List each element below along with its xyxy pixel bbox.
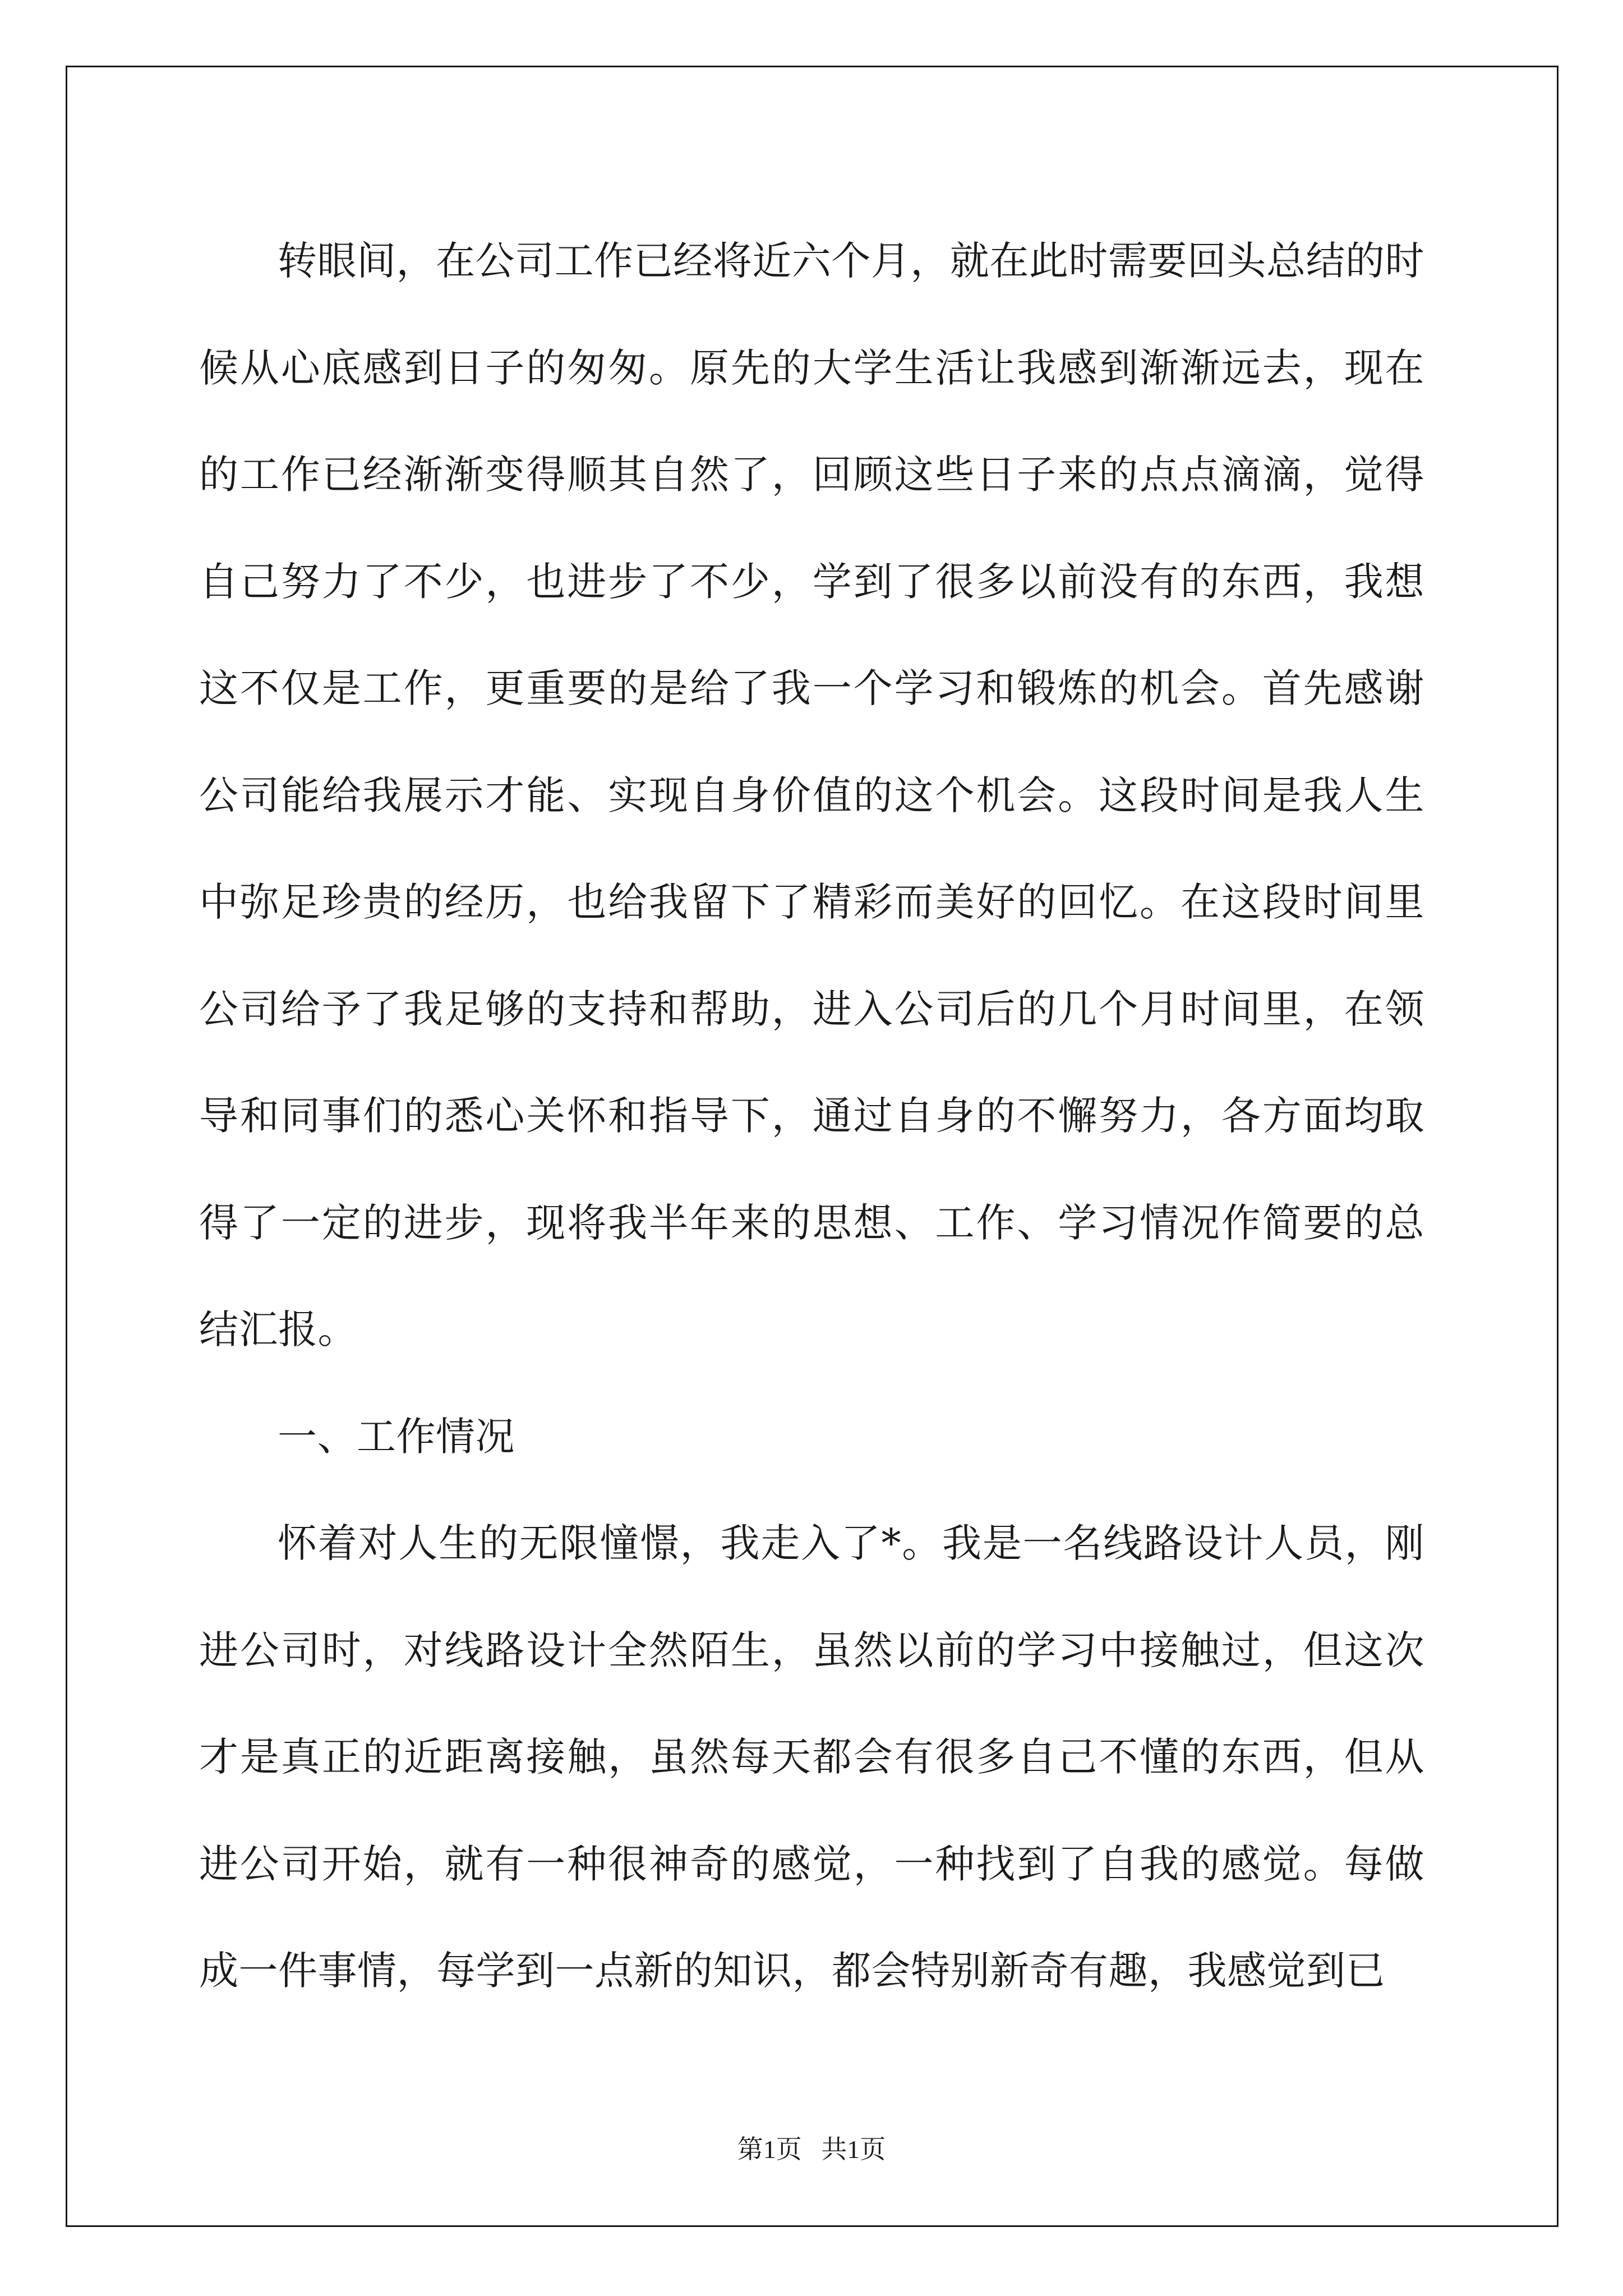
page-number-footer: 第1页 共1页 bbox=[737, 2135, 886, 2164]
paragraph-intro: 转眼间，在公司工作已经将近六个月，就在此时需要回头总结的时候从心底感到日子的匆匆。原先的大学生活让我感到渐渐远去，现在的工作已经渐渐变得顺其自然了，回顾这些日子来的点点滴滴，觉得自己努力了不少，也进步了不少，学到了很多以前没有的东西，我想这不仅是工作，更重要的是给了我一个学习和锻炼的机会。首先感谢公司能给我展示才能、实现自身价值的这个机会。这段时间是我人生中弥足珍贵的经历，也给我留下了精彩而美好的回忆。在这段时间里公司给予了我足够的支持和帮助，进入公司后的几个月时间里，在领导和同事们的悉心关怀和指导下，通过自身的不懈努力，各方面均取得了一定的进步，现将我半年来的思想、工作、学习情况作简要的总结汇报。 bbox=[199, 238, 1424, 1352]
paragraph-work: 怀着对人生的无限憧憬，我走入了*。我是一名线路设计人员，刚进公司时，对线路设计全然陌生，虽然以前的学习中接触过，但这次才是真正的近距离接触，虽然每天都会有很多自己不懂的东西，但从进公司开始，就有一种很神奇的感觉，一种找到了自我的感觉。每做成一件事情，每学到一点新的知识，都会特别新奇有趣，我感觉到已 bbox=[199, 1520, 1424, 1994]
section-heading: 一、工作情况 bbox=[278, 1413, 515, 1460]
document-body bbox=[199, 208, 1424, 2024]
